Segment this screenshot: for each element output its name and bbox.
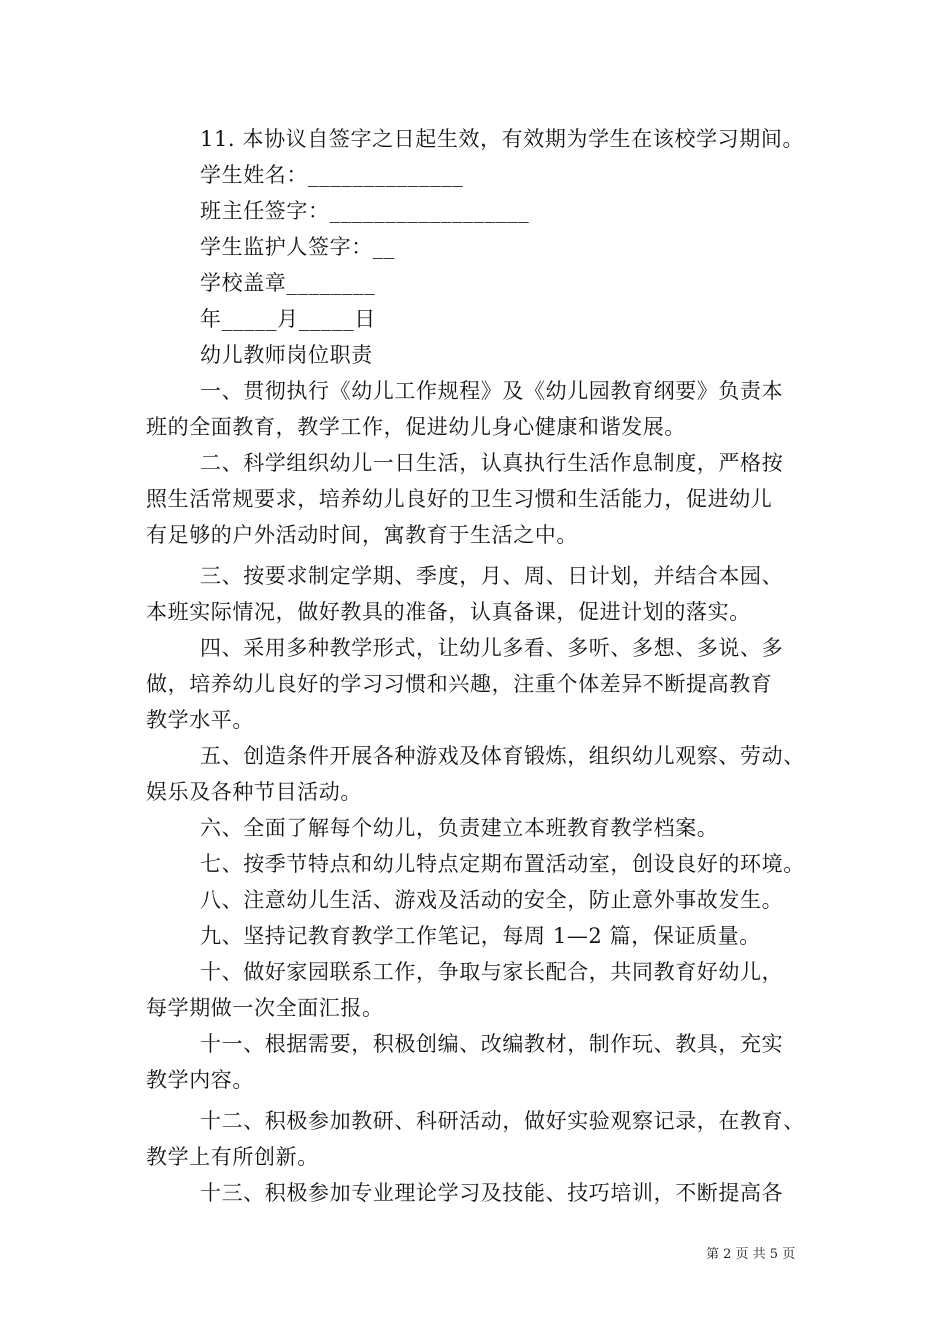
text-line: 本班实际情况，做好教具的准备，认真备课，促进计划的落实。 (146, 600, 751, 624)
text-line: 十、做好家园联系工作，争取与家长配合，共同教育好幼儿， (200, 960, 784, 984)
signature-field-guardian: 学生监护人签字：__ (200, 235, 395, 259)
text-line: 三、按要求制定学期、季度，月、周、日计划，并结合本园、 (200, 564, 784, 588)
text-line: 九、坚持记教育教学工作笔记，每周 1—2 篇，保证质量。 (200, 924, 761, 948)
text-line: 班的全面教育，教学工作，促进幼儿身心健康和谐发展。 (146, 415, 686, 439)
text-line: 一、贯彻执行《幼儿工作规程》及《幼儿园教育纲要》负责本 (200, 379, 784, 403)
text-line: 四、采用多种教学形式，让幼儿多看、多听、多想、多说、多 (200, 636, 784, 660)
text-line: 十三、积极参加专业理论学习及技能、技巧培训，不断提高各 (200, 1181, 784, 1205)
text-line: 教学水平。 (146, 708, 254, 732)
text-line: 十二、积极参加教研、科研活动，做好实验观察记录，在教育、 (200, 1109, 805, 1133)
text-line: 六、全面了解每个幼儿，负责建立本班教育教学档案。 (200, 816, 719, 840)
section-title: 幼儿教师岗位职责 (200, 343, 373, 367)
text-line: 每学期做一次全面汇报。 (146, 996, 384, 1020)
text-line: 七、按季节特点和幼儿特点定期布置活动室，创设良好的环境。 (200, 852, 805, 876)
text-line: 八、注意幼儿生活、游戏及活动的安全，防止意外事故发生。 (200, 888, 784, 912)
signature-field-school-seal: 学校盖章________ (200, 271, 376, 295)
text-line: 五、创造条件开展各种游戏及体育锻炼，组织幼儿观察、劳动、 (200, 744, 805, 768)
signature-field-student-name: 学生姓名：______________ (200, 163, 464, 187)
text-line: 照生活常规要求，培养幼儿良好的卫生习惯和生活能力，促进幼儿 (146, 487, 773, 511)
page-number: 第 2 页 共 5 页 (706, 1247, 796, 1262)
date-field: 年_____月_____日 (200, 307, 376, 331)
text-line: 教学上有所创新。 (146, 1145, 319, 1169)
text-line: 十一、根据需要，积极创编、改编教材，制作玩、教具，充实 (200, 1032, 784, 1056)
text-line: 11. 本协议自签字之日起生效，有效期为学生在该校学习期间。 (200, 127, 805, 151)
text-line: 二、科学组织幼儿一日生活，认真执行生活作息制度，严格按 (200, 451, 784, 475)
text-line: 娱乐及各种节目活动。 (146, 780, 362, 804)
signature-field-head-teacher: 班主任签字：__________________ (200, 199, 530, 223)
text-line: 做，培养幼儿良好的学习习惯和兴趣，注重个体差异不断提高教育 (146, 672, 773, 696)
text-line: 教学内容。 (146, 1068, 254, 1092)
text-line: 有足够的户外活动时间，寓教育于生活之中。 (146, 523, 578, 547)
